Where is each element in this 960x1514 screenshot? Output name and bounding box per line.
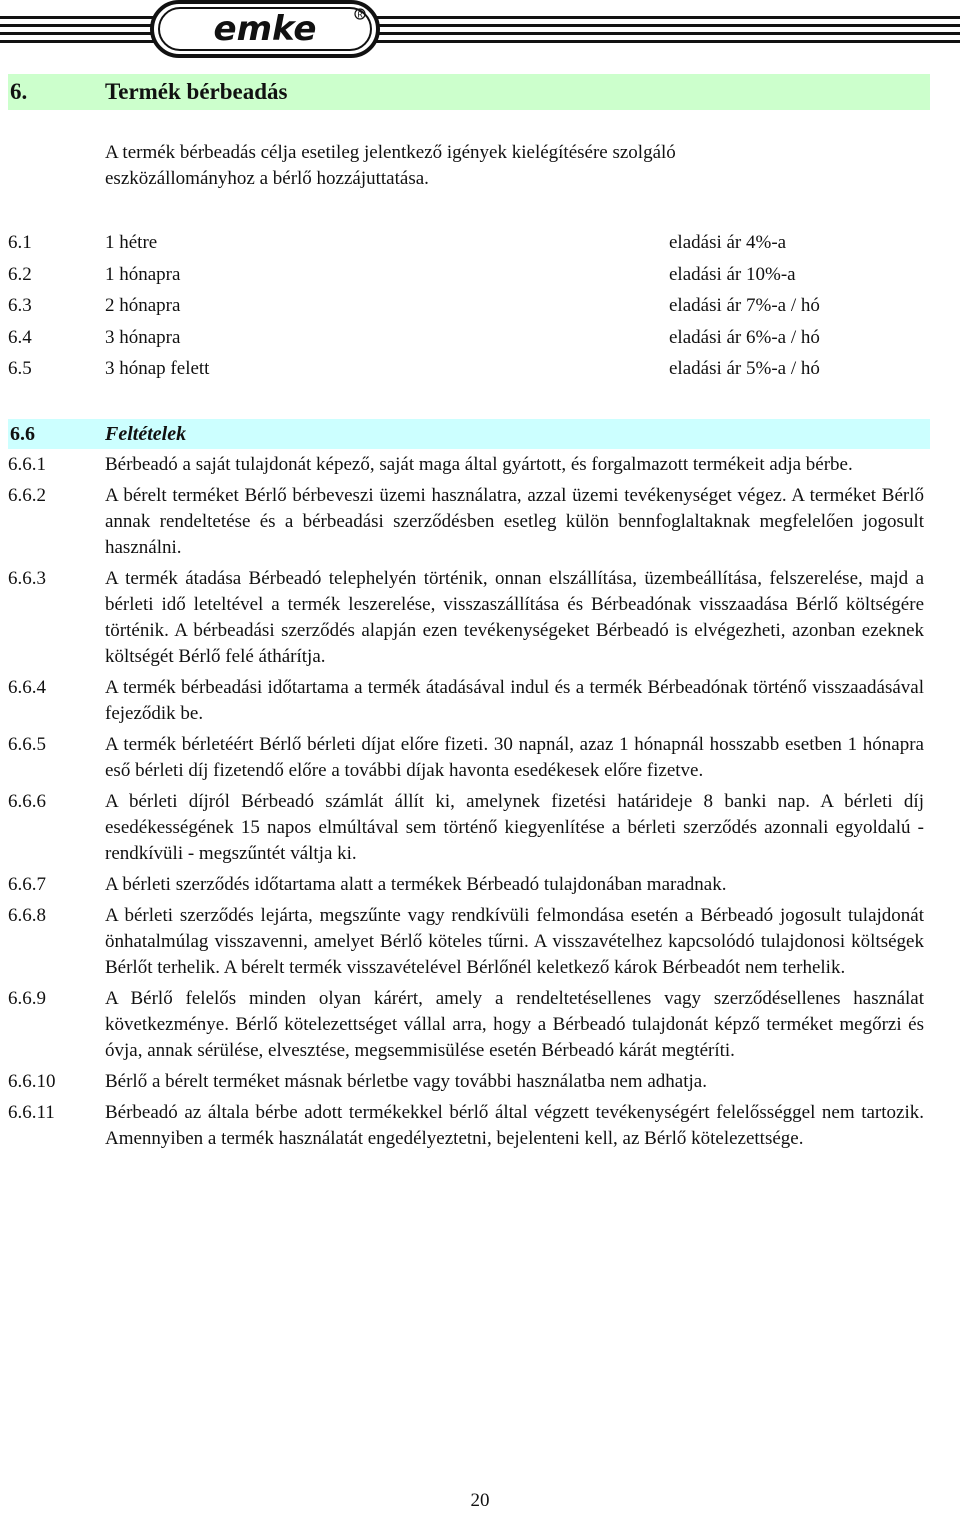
header-rule-bottom bbox=[0, 40, 960, 43]
section-number: 6. bbox=[10, 79, 28, 104]
clause-number: 6.6.6 bbox=[8, 791, 46, 812]
clause-text: A termék bérletéért Bérlő bérleti díjat előre fizeti. 30 napnál, azaz 1 hónapnál hosszabb esetben 1 hónapra eső bérleti díj fizetendő előre a további díjak havonta esedékesek előre fizetve. bbox=[105, 734, 924, 781]
price-period: 1 hónapra bbox=[105, 263, 181, 285]
clause bbox=[8, 872, 924, 898]
clause bbox=[8, 452, 924, 478]
price-number: 6.4 bbox=[8, 326, 32, 348]
header-rule-top bbox=[0, 16, 960, 19]
clause-text: A bérleti szerződés lejárta, megszűnte vagy rendkívüli felmondása esetén a Bérbeadó jogosult tulajdonát önhatalmúlag visszavenni, amelyet Bérlő köteles tűrni. A visszavételhez kapcsolódó tulajdonosi költségek Bérlőt terhelik. A bérelt termék visszavételével Bérlőnél keletkező károk Bérbeadót nem terhelik. bbox=[105, 905, 924, 978]
price-period: 3 hónap felett bbox=[105, 358, 210, 379]
section-heading bbox=[8, 74, 930, 110]
clause-number: 6.6.5 bbox=[8, 734, 46, 755]
clause-text: Bérlő a bérelt terméket másnak bérletbe vagy további használatba nem adhatja. bbox=[105, 1071, 707, 1092]
clause bbox=[8, 675, 924, 727]
clause-text: Bérbeadó az általa bérbe adott termékekkel bérlő által végzett tevékenységért felelősséggel nem tartozik. Amennyiben a termék használatát engedélyeztetni, bejelenteni kell, az Bérlő kötelezettsége. bbox=[105, 1102, 924, 1149]
price-number: 6.2 bbox=[8, 263, 32, 285]
clause bbox=[8, 986, 924, 1064]
clause-number: 6.6.11 bbox=[8, 1102, 55, 1123]
clause-text: Bérbeadó a saját tulajdonát képező, saját maga által gyártott, és forgalmazott termékeit adja bérbe. bbox=[105, 454, 853, 475]
clause-number: 6.6.8 bbox=[8, 905, 46, 926]
price-value: eladási ár 4%-a bbox=[669, 232, 787, 253]
clause-text: A Bérlő felelős minden olyan kárért, amely a rendeltetésellenes vagy szerződésellenes használat következménye. Bérlő kötelezettséget vállal arra, hogy a Bérbeadó tulajdonát képző terméket megőrzi és óvja, annak sérülése, elvesztése, megsemmisülése esetén Bérbeadó kárát megtéríti. bbox=[105, 988, 924, 1061]
svg-text:R: R bbox=[357, 10, 363, 20]
clause bbox=[8, 566, 924, 670]
page-header bbox=[0, 0, 960, 60]
clause-list bbox=[8, 452, 924, 1157]
price-value: eladási ár 10%-a bbox=[669, 263, 796, 285]
header-rule-upper bbox=[0, 24, 960, 27]
price-row bbox=[8, 356, 868, 388]
price-number: 6.5 bbox=[8, 358, 32, 379]
clause bbox=[8, 903, 924, 981]
clause bbox=[8, 1100, 924, 1152]
clause-text: A bérelt terméket Bérlő bérbeveszi üzemi használatra, azzal üzemi tevékenységet végez. A terméket Bérlő annak rendeltetése és a bérbeadási szerződésben esetleg külön bennfoglaltaknak megfelelően jogosult használni. bbox=[105, 485, 924, 558]
emke-logo bbox=[150, 0, 380, 58]
price-value: eladási ár 5%-a / hó bbox=[669, 358, 820, 379]
price-row bbox=[8, 325, 868, 357]
price-period: 1 hétre bbox=[105, 232, 158, 253]
price-value: eladási ár 7%-a / hó bbox=[669, 295, 820, 316]
subsection-heading bbox=[8, 419, 930, 449]
price-row bbox=[8, 262, 868, 294]
clause-number: 6.6.7 bbox=[8, 874, 46, 895]
clause-text: A bérleti szerződés időtartama alatt a termékek Bérbeadó tulajdonában maradnak. bbox=[105, 874, 727, 895]
intro-paragraph: A termék bérbeadás célja esetileg jelentkező igények kielégítésére szolgáló eszközállományhoz a bérlő hozzájuttatása. bbox=[105, 142, 676, 189]
clause-number: 6.6.1 bbox=[8, 454, 46, 475]
price-number: 6.1 bbox=[8, 232, 32, 253]
logo-text: emke bbox=[213, 9, 317, 49]
subsection-number: 6.6 bbox=[10, 423, 35, 445]
clause-number: 6.6.9 bbox=[8, 988, 46, 1009]
clause-text: A bérleti díjról Bérbeadó számlát állít ki, amelynek fizetési határideje 8 banki nap. A bérleti díj esedékességének 15 napos elmúltával sem történő kiegyenlítése a bérleti szerződés azonnali egyoldalú - rendkívüli - megszűntét váltja ki. bbox=[105, 791, 924, 864]
clause-text: A termék átadása Bérbeadó telephelyén történik, onnan elszállítása, üzembeállítása, felszerelése, majd a bérleti idő leteltével a termék leszerelése, visszaszállítása és Bérbeadónak visszaadása Bérlő költségére történik. A bérbeadási szerződés alapján ezen tevékenységeket Bérbeadó is elvégezheti, azonban ezeknek költségét Bérlő felé áthárítja. bbox=[105, 568, 924, 667]
clause bbox=[8, 1069, 924, 1095]
price-period: 2 hónapra bbox=[105, 295, 181, 316]
price-number: 6.3 bbox=[8, 295, 32, 316]
clause bbox=[8, 732, 924, 784]
price-period: 3 hónapra bbox=[105, 326, 181, 348]
clause-number: 6.6.2 bbox=[8, 485, 46, 506]
clause-number: 6.6.10 bbox=[8, 1071, 56, 1092]
clause bbox=[8, 789, 924, 867]
price-row bbox=[8, 230, 868, 262]
clause bbox=[8, 483, 924, 561]
price-value: eladási ár 6%-a / hó bbox=[669, 326, 820, 348]
subsection-title: Feltételek bbox=[105, 423, 187, 445]
header-rule-lower bbox=[0, 32, 960, 35]
clause-text: A termék bérbeadási időtartama a termék átadásával indul és a termék Bérbeadónak történő visszaadásával fejeződik be. bbox=[105, 677, 924, 724]
price-row bbox=[8, 293, 868, 325]
section-title: Termék bérbeadás bbox=[105, 79, 288, 104]
clause-number: 6.6.4 bbox=[8, 677, 46, 698]
page-number: 20 bbox=[470, 1490, 490, 1511]
clause-number: 6.6.3 bbox=[8, 568, 46, 589]
price-list bbox=[8, 230, 868, 388]
